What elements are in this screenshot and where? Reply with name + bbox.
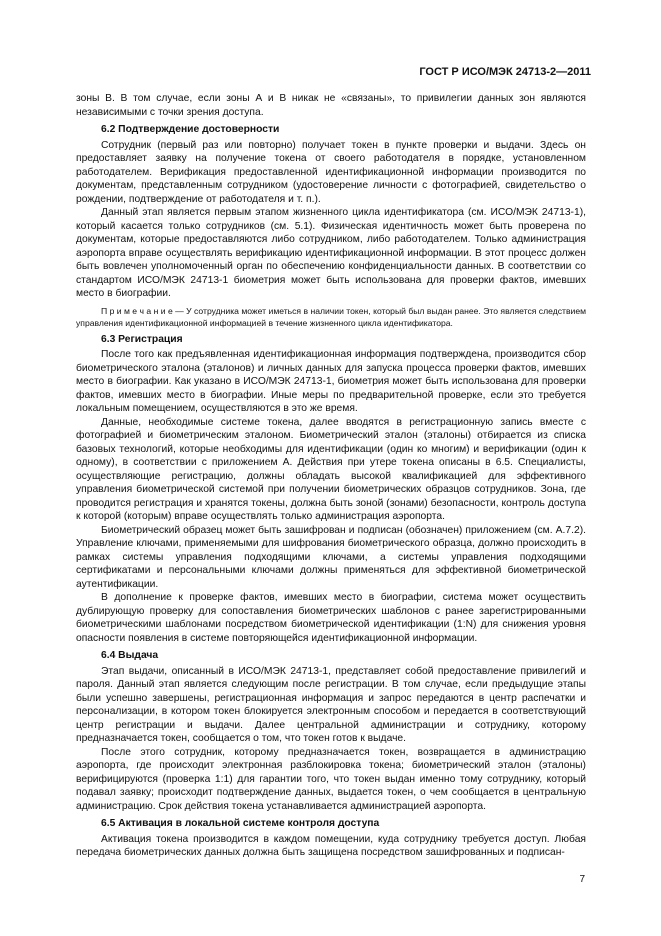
section-6-3-paragraph-3: Биометрический образец может быть зашифрован и подписан (обозначен) приложением (см. А.7.2). Управление ключами, применяемыми для шифрования биометрического образца, должно происходить в рамках системы управления подходящими ключами, а системы управления подходящими сертификатами и персональными ключами должны применяться для эффективной биометрической аутентификации.: [76, 524, 586, 590]
note-text: — У сотрудника может иметься в наличии токен, который был выдан ранее. Это является следствием управления идентификационной информацией в течение жизненного цикла идентификатора.: [76, 305, 587, 328]
note-label: П р и м е ч а н и е: [101, 305, 173, 316]
page-content: [76, 92, 586, 860]
section-6-3-paragraph-2: Данные, необходимые системе токена, далее вводятся в регистрационную запись вместе с фотографией и биометрическим эталоном. Биометрический эталон (эталоны) отбирается из списка базовых технологий, которые необходимы для идентификации (один ко многим) и верификации (один к одному), в соответствии с приложением А. Действия при утере токена описаны в 6.5. Специалисты, осуществляющие регистрацию, должны обладать высокой квалификацией для эффективного управления биометрической системой при получении биометрических образцов сотрудников. Зона, где проводится регистрация и хранятся токены, должна быть зоной (зонами) безопасности, контроль доступа к которой (которым) вправе осуществлять только администрация аэропорта.: [76, 416, 586, 522]
section-6-2-paragraph-2: Данный этап является первым этапом жизненного цикла идентификатора (см. ИСО/МЭК 24713-1), который касается только сотрудников (см. 5.1). Физическая идентичность может быть проверена по документам, которые предоставляются либо сотрудником, либо работодателем. Только администрация аэропорта вправе осуществлять верификацию идентификационной информации. В этот процесс должен быть вовлечен уполномоченный орган по обеспечению конфиденциальности данных. В соответствии со стандартом ИСО/МЭК 24713-1 биометрия может быть использована для проверки фактов, имевших место в биографии.: [76, 207, 586, 299]
section-6-2-note: [76, 305, 586, 329]
section-6-2-heading: 6.2 Подтверждение достоверности: [101, 124, 280, 135]
page-number: 7: [579, 874, 585, 885]
section-6-4-paragraph-1: Этап выдачи, описанный в ИСО/МЭК 24713-1, представляет собой предоставление привилегий и пароля. Данный этап является следующим после регистрации. В том случае, если предыдущие этапы были успешно завершены, регистрационная информация и запрос передаются в центр распечатки и персонализации, в котором токен блокируется электронным способом и передается в соответствующий центр регистрации и выдачи. Далее центральной администрации и сотруднику, которому предназначается токен, сообщается о том, что токен готов к выдаче.: [76, 665, 586, 744]
section-6-4-heading: 6.4 Выдача: [101, 650, 159, 661]
document-code-header: ГОСТ Р ИСО/МЭК 24713-2—2011: [419, 66, 591, 78]
section-6-4-paragraph-2: После этого сотрудник, которому предназначается токен, возвращается в администрацию аэропорта, где происходит электронная разблокировка токена; биометрический эталон (эталоны) верифицируются (проверка 1:1) для гарантии того, что токен выдан именно тому сотруднику, который подавал заявку; происходит подтверждение данных, выдается токен, о чем сообщается в центральную администрацию. Срок действия токена устанавливается администрацией аэропорта.: [76, 746, 586, 812]
section-6-3-paragraph-1: После того как предъявленная идентификационная информация подтверждена, производится сбор биометрического эталона (эталонов) и личных данных для запуска процесса проверки фактов, имевших место в биографии. Как указано в ИСО/МЭК 24713-1, биометрия может быть использована для проверки фактов, имевших место в биографии. Иные меры по предварительной проверке, если это требуется локальным помещением, осуществляются в это же время.: [76, 349, 586, 414]
section-6-3-heading: 6.3 Регистрация: [101, 333, 183, 345]
intro-paragraph: зоны В. В том случае, если зоны А и В никак не «связаны», то привилегии данных зон являются независимыми с точки зрения доступа.: [76, 93, 586, 118]
section-6-2-paragraph-1: Сотрудник (первый раз или повторно) получает токен в пункте проверки и выдачи. Здесь он предоставляет заявку на получение токена от своего работодателя в порядке, установленном работодателем. Верификация предоставленной идентификационной информации производится по документам, представленным сотрудником (удостоверение личности с фотографией, свидетельство о рождении, подтверждение от работодателя и т. п.).: [76, 139, 586, 205]
section-6-5-paragraph-1: Активация токена производится в каждом помещении, куда сотруднику требуется доступ. Любая передача биометрических данных должна быть защищена посредством зашифрованных и подписан-: [76, 833, 586, 858]
section-6-5-heading: 6.5 Активация в локальной системе контроля доступа: [101, 818, 380, 829]
section-6-3-paragraph-4: В дополнение к проверке фактов, имевших место в биографии, система может осуществить дублирующую проверку для сопоставления биометрических шаблонов с ранее зарегистрированными биометрическими шаблонами посредством биометрической идентификации (1:N) для снижения уровня опасности появления в системе повторяющейся идентификационной информации.: [76, 592, 586, 644]
